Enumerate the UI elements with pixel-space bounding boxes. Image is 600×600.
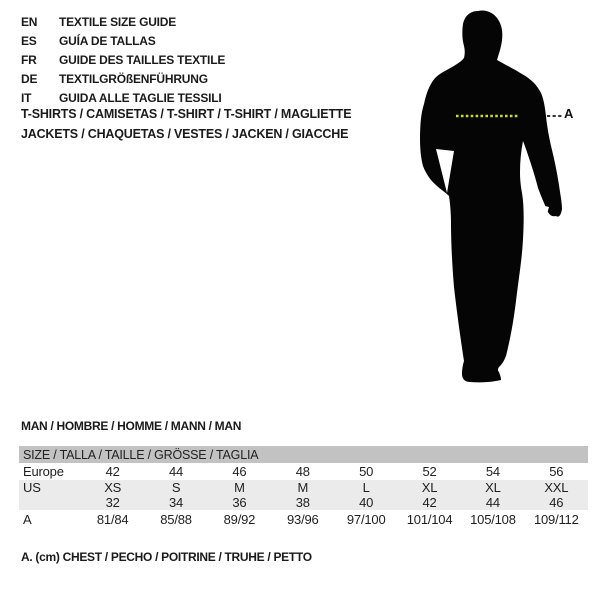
cell: 34 [144, 495, 207, 510]
row-label: US [19, 480, 81, 495]
language-code: IT [21, 91, 32, 105]
language-label: GUIDE DES TAILLES TEXTILE [59, 53, 226, 68]
table-row-europe [19, 463, 588, 480]
table-row-chest-cm [19, 510, 588, 528]
table-row-alt-sizes [19, 495, 588, 510]
section-title-man: MAN / HOMBRE / HOMME / MANN / MAN [21, 419, 242, 433]
row-label: A [23, 511, 32, 527]
cell: 85/88 [160, 511, 192, 527]
man-silhouette-figure [390, 0, 600, 400]
cell: XXL [525, 480, 588, 495]
cell: 93/96 [287, 511, 319, 527]
cell: 50 [359, 464, 374, 479]
measurement-footnote: A. (cm) CHEST / PECHO / POITRINE / TRUHE / PETTO [21, 550, 312, 564]
cell: 101/104 [406, 511, 453, 527]
language-label: TEXTILGRÖßENFÜHRUNG [59, 72, 208, 87]
language-label: TEXTILE SIZE GUIDE [59, 15, 177, 30]
language-code: ES [21, 34, 37, 49]
cell: XS [81, 480, 144, 495]
cell: XL [398, 480, 461, 495]
category-tshirts: T-SHIRTS / CAMISETAS / T-SHIRT / T-SHIRT / MAGLIETTE [21, 107, 352, 121]
cell: 42 [398, 495, 461, 510]
language-code: DE [21, 72, 38, 87]
cell: S [144, 480, 207, 495]
category-lines [21, 105, 351, 144]
cell: 89/92 [223, 511, 256, 527]
language-row-en [21, 13, 225, 32]
man-silhouette-svg [390, 0, 600, 400]
cell: 81/84 [96, 511, 129, 527]
language-row-de [21, 70, 225, 89]
row-label [19, 495, 81, 510]
cell: 48 [295, 464, 310, 479]
cell: M [208, 480, 271, 495]
size-table-header-row [19, 446, 588, 463]
cell: 56 [549, 464, 564, 479]
language-label: GUIDA ALLE TAGLIE TESSILI [59, 91, 222, 105]
cell: 38 [271, 495, 334, 510]
cell: 109/112 [533, 511, 579, 527]
row-label: Europe [23, 464, 64, 479]
measurement-label-a: A [564, 106, 574, 121]
cell: 46 [232, 464, 247, 479]
man-silhouette-shape [420, 10, 562, 382]
cell: 44 [169, 464, 184, 479]
table-row-us [19, 480, 588, 495]
cell: M [271, 480, 334, 495]
language-row-es [21, 32, 225, 51]
size-table-header: SIZE / TALLA / TAILLE / GRÖSSE / TAGLIA [19, 446, 588, 463]
language-code: EN [21, 15, 38, 30]
cell: XL [461, 480, 524, 495]
cell: 40 [335, 495, 398, 510]
size-table [19, 446, 588, 528]
cell: 46 [525, 495, 588, 510]
category-jackets: JACKETS / CHAQUETAS / VESTES / JACKEN / GIACCHE [21, 126, 349, 141]
cell: L [335, 480, 398, 495]
cell: 32 [81, 495, 144, 510]
cell: 52 [422, 464, 437, 479]
language-label: GUÍA DE TALLAS [59, 34, 156, 49]
cell: 42 [105, 464, 120, 479]
cell: 54 [485, 464, 500, 479]
cell: 97/100 [346, 511, 386, 527]
cell: 44 [461, 495, 524, 510]
language-code: FR [21, 53, 37, 68]
language-row-fr [21, 51, 225, 70]
cell: 105/108 [470, 511, 516, 527]
cell: 36 [208, 495, 271, 510]
language-list [21, 13, 225, 107]
